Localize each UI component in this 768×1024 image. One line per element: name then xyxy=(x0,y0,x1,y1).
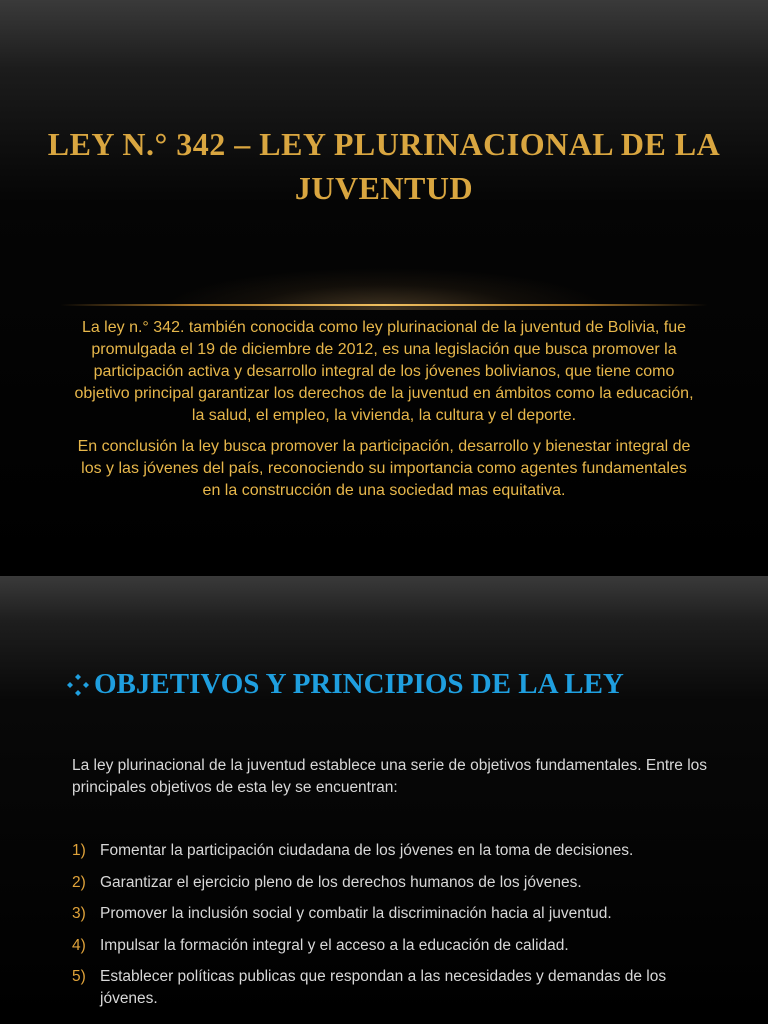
objectives-list xyxy=(72,840,692,1020)
slide-body xyxy=(72,317,696,502)
list-number: 1) xyxy=(72,842,86,859)
section-heading-text: OBJETIVOS Y PRINCIPIOS DE LA LEY xyxy=(94,668,624,700)
list-number: 5) xyxy=(72,968,86,986)
list-item-text: Impulsar la formación integral y el acceso a la educación de calidad. xyxy=(100,936,569,954)
body-paragraph: En conclusión la ley busca promover la participación, desarrollo y bienestar integral de los y las jóvenes del país, reconociendo su importancia como agentes fundamentales en la construcción de una sociedad mas equitativa. xyxy=(77,438,691,499)
title-divider xyxy=(60,304,708,306)
list-item xyxy=(72,903,692,925)
diamond-bullet-icon xyxy=(66,668,94,708)
intro-text: La ley plurinacional de la juventud establece una serie de objetivos fundamentales. Entre los principales objetivos de esta ley se encuentran: xyxy=(72,757,708,796)
list-number: 4) xyxy=(72,936,86,954)
list-item-text: Fomentar la participación ciudadana de los jóvenes en la toma de decisiones. xyxy=(100,842,634,859)
list-item xyxy=(72,872,692,894)
list-item xyxy=(72,935,692,957)
slide-2 xyxy=(0,576,768,1024)
list-item-text: Establecer políticas publicas que respondan a las necesidades y demandas de los jóvenes. xyxy=(100,968,667,1008)
section-heading xyxy=(66,664,726,708)
list-item xyxy=(72,840,692,862)
list-item xyxy=(72,966,692,1010)
list-item-text: Garantizar el ejercicio pleno de los derechos humanos de los jóvenes. xyxy=(100,873,582,891)
title-glow xyxy=(84,230,684,310)
body-paragraph: La ley n.° 342. también conocida como ley plurinacional de la juventud de Bolivia, fue promulgada el 19 de diciembre de 2012, es una legislación que busca promover la participación activa y desarrollo integral de los jóvenes bolivianos, que tiene como objetivo principal garantizar los derechos de la juventud en ámbitos como la educación, la salud, el empleo, la vivienda, la cultura y el deporte. xyxy=(74,319,694,424)
list-number: 2) xyxy=(72,873,86,891)
list-number: 3) xyxy=(72,905,86,923)
slide-title: LEY N.° 342 – LEY PLURINACIONAL DE LA JUVENTUD xyxy=(47,126,721,206)
list-item-text: Promover la inclusión social y combatir la discriminación hacia al juventud. xyxy=(100,905,612,923)
